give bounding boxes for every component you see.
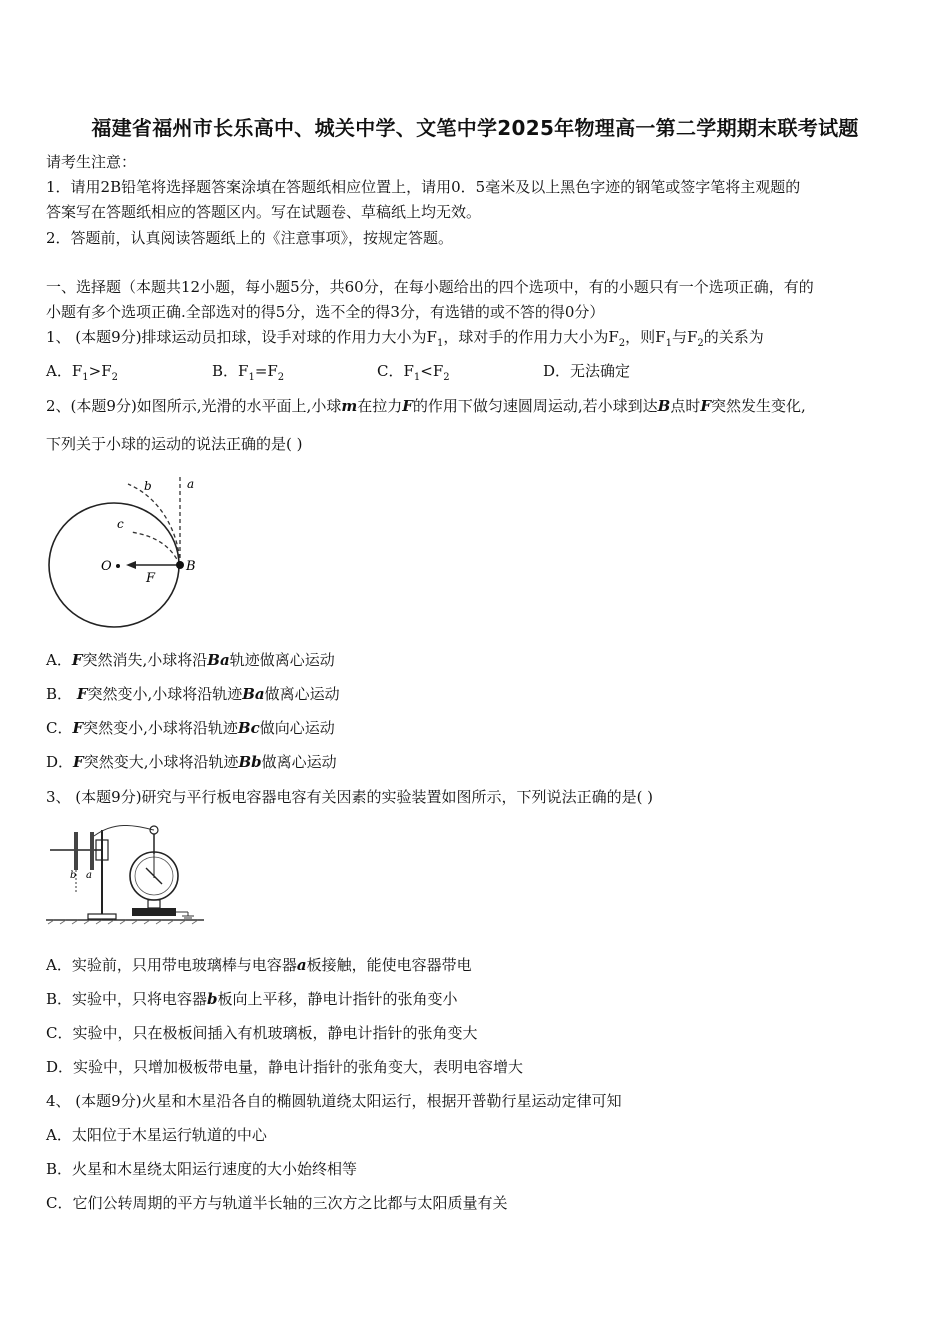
notice-heading: 请考生注意： [46,153,137,171]
force-arrow-head [126,561,136,569]
plate-a [90,832,94,870]
label-B: B [186,559,196,574]
q2-option-b: B． F突然变小,小球将沿轨迹Ba做离心运动 [46,685,340,703]
q3-option-b: B．实验中，只将电容器b板向上平移，静电计指针的张角变小 [46,990,458,1008]
label-b: b [144,479,152,493]
stand-base [88,914,116,919]
label-F: F [146,571,156,586]
label-c: c [117,517,124,531]
q1-option-c: C．$F_1<F_2$ [377,362,450,383]
q4-stem: 4、 (本题9分)火星和木星沿各自的椭圆轨道绕太阳运行，根据开普勒行星运动定律可知 [46,1092,622,1110]
notice-line-1b: 答案写在答题纸相应的答题区内。写在试题卷、草稿纸上均无效。 [46,203,482,221]
ball-B [176,561,184,569]
q2-figure-circular-motion [46,468,216,630]
q2-stem-b: 下列关于小球的运动的说法正确的是( ) [46,435,303,453]
q3-option-a: A．实验前，只用带电玻璃棒与电容器a板接触，能使电容器带电 [46,956,472,974]
plate-b [74,832,78,870]
electroscope-base [132,908,176,916]
q3-option-d: D．实验中，只增加极板带电量，静电计指针的张角变大，表明电容增大 [46,1058,524,1076]
label-b: b [70,870,77,881]
page-title: 福建省福州市长乐高中、城关中学、文笔中学2025年物理高一第二学期期末联考试题 [91,116,859,140]
q4-option-c: C．它们公转周期的平方与轨道半长轴的三次方之比都与太阳质量有关 [46,1194,508,1212]
q1-option-a: A．$F_1>F_2$ [46,362,118,383]
q1-stem: 1、 (本题9分)排球运动员扣球，设手对球的作用力大小为$F_1$，球对手的作用力大小为$F_2$，则$F_1$与$F_2$的关系为 [46,328,764,349]
q2-option-d: D．F突然变大,小球将沿轨迹Bb做离心运动 [46,753,337,771]
q4-option-a: A．太阳位于木星运行轨道的中心 [46,1126,267,1144]
center-O [116,564,120,568]
section-heading-a: 一、选择题（本题共12小题，每小题5分，共60分，在每小题给出的四个选项中，有的小题只有一个选项正确，有的 [46,278,814,296]
label-a: a [187,477,195,491]
notice-line-1a: 1．请用2B铅笔将选择题答案涂填在答题纸相应位置上，请用0．5毫米及以上黑色字迹的钢笔或签字笔将主观题的 [46,178,801,196]
q1-option-b: B．$F_1=F_2$ [212,362,285,383]
q3-stem: 3、 (本题9分)研究与平行板电容器电容有关因素的实验装置如图所示，下列说法正确的是( ) [46,788,654,806]
label-a: a [86,870,92,881]
q1-option-d: D．无法确定 [543,362,631,380]
notice-line-2: 2．答题前，认真阅读答题纸上的《注意事项》，按规定答题。 [46,229,454,247]
section-heading-b: 小题有多个选项正确.全部选对的得5分，选不全的得3分，有选错的或不答的得0分） [46,303,605,321]
q2-option-a: A．F突然消失,小球将沿Ba轨迹做离心运动 [46,651,335,669]
q3-figure-capacitor-apparatus [46,822,206,930]
q3-option-c: C．实验中，只在极板间插入有机玻璃板，静电计指针的张角变大 [46,1024,478,1042]
q4-option-b: B．火星和木星绕太阳运行速度的大小始终相等 [46,1160,358,1178]
q2-stem-a: 2、(本题9分)如图所示,光滑的水平面上,小球m在拉力F的作用下做匀速圆周运动,若小球到达B点时F突然发生变化, [46,397,806,415]
label-O: O [101,559,112,574]
q2-option-c: C．F突然变小,小球将沿轨迹Bc做向心运动 [46,719,335,737]
